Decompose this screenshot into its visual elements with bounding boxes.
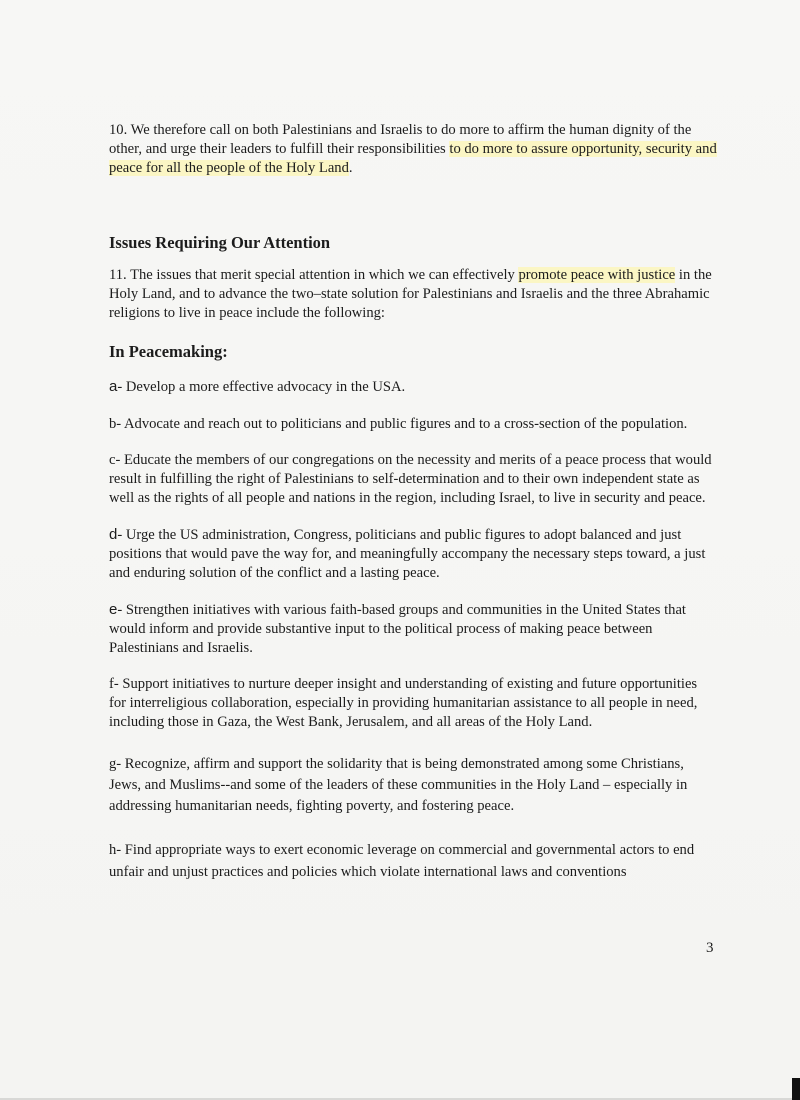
peacemaking-heading: In Peacemaking: <box>109 342 228 361</box>
issues-heading: Issues Requiring Our Attention <box>109 233 331 252</box>
item-text: - Educate the members of our congregations on the necessity and merits of a peace process that would result in fulfilling the right of Palestinians to self-determination and to their own independent state as well as the rights of all people and nations in the region, including Israel, to live in security and peace. <box>109 452 712 506</box>
item-letter: h <box>109 842 117 858</box>
item-text: - Recognize, affirm and support the solidarity that is being demonstrated among some Christians, Jews, and Muslims--and some of the leaders of these communities in the Holy Land – especially in addressing humanitarian needs, fighting poverty, and fostering peace. <box>109 756 688 814</box>
item-letter: b <box>109 416 117 432</box>
item-letter: f <box>109 676 114 692</box>
item-text: - Strengthen initiatives with various faith-based groups and communities in the United States that would inform and provide substantive input to the political process of making peace between Palestinians and Israelis. <box>109 602 686 656</box>
highlighted-text: to do more to assure opportunity, security and peace for all the people of the Holy Land <box>109 141 717 176</box>
scan-mark <box>792 1078 800 1100</box>
list-item <box>109 839 717 883</box>
item-text: - Advocate and reach out to politicians and public figures and to a cross-section of the population. <box>116 416 688 432</box>
paragraph-11-text-end: in the Holy Land, and to advance the two–state solution for Palestinians and Israelis and the three Abrahamic religions to live in peace include the following: <box>109 267 712 321</box>
list-item <box>109 675 717 732</box>
list-item <box>109 525 717 583</box>
list-item <box>109 754 717 817</box>
item-text: - Develop a more effective advocacy in the USA. <box>117 379 406 395</box>
item-text: - Urge the US administration, Congress, politicians and public figures to adopt balanced and just positions that would pave the way for, and meaningfully accompany the necessary steps toward, a just and enduring solution of the conflict and a lasting peace. <box>109 527 706 581</box>
item-letter: a <box>109 378 118 395</box>
paragraph-10 <box>109 121 717 178</box>
page-number: 3 <box>706 940 714 956</box>
list-item <box>109 377 717 397</box>
paragraph-10-text-end: . <box>348 160 353 176</box>
item-letter: e <box>109 601 118 618</box>
highlighted-text: promote peace with justice <box>518 267 676 283</box>
paragraph-11 <box>109 266 717 323</box>
list-item <box>109 600 717 658</box>
document-body <box>109 121 717 883</box>
list-item <box>109 451 717 508</box>
item-text: - Find appropriate ways to exert economic leverage on commercial and governmental actors to end unfair and unjust practices and policies which violate international laws and conventions <box>109 842 695 880</box>
list-item <box>109 415 717 434</box>
paragraph-11-text-start: 11. The issues that merit special attention in which we can effectively <box>109 267 519 283</box>
item-letter: d <box>109 526 118 543</box>
item-text: - Support initiatives to nurture deeper insight and understanding of existing and future opportunities for interreligious collaboration, especially in providing humanitarian assistance to all people in need, including those in Gaza, the West Bank, Jerusalem, and all areas of the Holy Land. <box>109 676 698 730</box>
paragraph-10-text-start: 10. We therefore call on both Palestinians and Israelis to do more to affirm the human dignity of the other, and urge their leaders to fulfill their responsibilities <box>109 122 692 157</box>
item-letter: c <box>109 452 116 468</box>
item-letter: g <box>109 756 117 772</box>
